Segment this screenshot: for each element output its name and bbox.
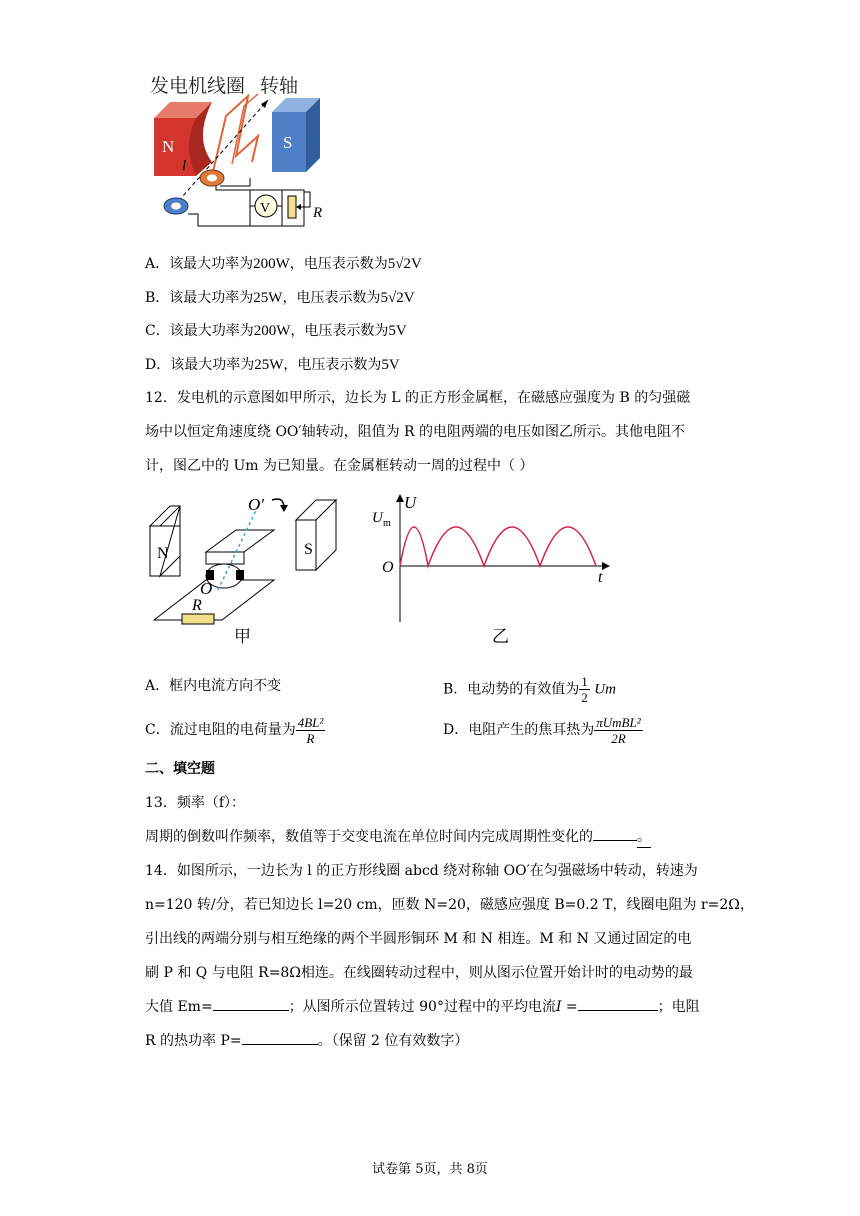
q12-line-3: 计，图乙中的 Um 为已知量。在金属框转动一周的过程中（ ） — [145, 458, 534, 474]
page-footer: 试卷第 5页，共 8页 — [372, 1162, 488, 1177]
q12-option-d: D．电阻产生的焦耳热为 $\frac{\text{πUmBL²}}{2R}$ — [443, 714, 641, 746]
jia-caption: 甲 — [234, 627, 251, 646]
q14-line-1: 14．如图所示，一边长为 l 的正方形线圈 abcd 绕对称轴 OO′在匀强磁场中转动，转速为 — [145, 863, 698, 879]
yi-t-axis-label: t — [598, 569, 603, 586]
q12-option-c: C．流过电阻的电荷量为 $\frac{\text{4BL²}}{R}$ — [145, 714, 324, 746]
power-answer-blank[interactable] — [242, 1044, 318, 1045]
coil-label: 发电机线圈 — [150, 76, 246, 97]
axis-label: 转轴 — [260, 76, 299, 97]
em-answer-blank[interactable] — [213, 1010, 289, 1011]
jia-n-label: N — [157, 545, 169, 562]
q12-line-2: 场中以恒定角速度绕 OO′轴转动，阻值为 R 的电阻两端的电压如图乙所示。其他电阻不 — [145, 424, 686, 440]
q14-line-4: 刷 P 和 Q 与电阻 R=8Ω相连。在线圈转动过程中，则从图示位置开始计时的电动势的最 — [145, 965, 693, 981]
section-title: 二、填空题 — [145, 761, 215, 777]
figure-yi — [366, 490, 616, 650]
q12-option-a: A．框内电流方向不变 — [145, 678, 282, 694]
q13-answer-blank[interactable] — [593, 840, 637, 841]
q14-line-2: n=120 转/分，若已知边长 l=20 cm，匝数 N=20，磁感应强度 B=0.2 T，线圈电阻为 r=2Ω， — [145, 897, 754, 913]
jia-o-prime-label: O′ — [248, 495, 264, 514]
generator-figure — [140, 66, 350, 236]
s-pole-label: S — [283, 133, 293, 152]
q11-option-c: C．该最大功率为200W，电压表示数为5V — [145, 323, 407, 339]
q12-line-1: 12．发电机的示意图如甲所示，边长为 L 的正方形金属框，在磁感应强度为 B 的匀强磁 — [145, 390, 691, 406]
q12-option-b: B．电动势的有效值为 $\frac{1}{2}$ Um — [443, 674, 616, 705]
q14-line-5: 大值 Em= ；从图所示位置转过 90°过程中的平均电流I = ；电阻 — [145, 999, 700, 1015]
q11-option-a: A．该最大功率为200W，电压表示数为5√2V — [145, 256, 422, 272]
yi-origin-label: O — [382, 559, 394, 576]
yi-u-axis-label: U — [404, 493, 417, 512]
q14-line-3: 引出线的两端分别与相互绝缘的两个半圆形铜环 M 和 N 相连。M 和 N 又通过固定的电 — [145, 931, 692, 947]
q11-option-b: B．该最大功率为25W，电压表示数为5√2V — [145, 290, 415, 306]
yi-caption: 乙 — [492, 627, 509, 646]
jia-r-label: R — [192, 597, 202, 614]
jia-s-label: S — [304, 541, 313, 558]
resistor-label: R — [313, 205, 323, 221]
q14-line-6: R 的热功率 P= 。（保留 2 位有效数字） — [145, 1033, 469, 1049]
voltmeter-label: V — [260, 201, 271, 216]
avg-current-answer-blank[interactable] — [578, 1010, 658, 1011]
jia-o-label: O — [200, 579, 213, 598]
yi-um-label: U — [372, 510, 383, 526]
figure-jia — [146, 490, 356, 650]
yi-um-sub: m — [383, 518, 391, 529]
l-label: l — [182, 158, 187, 174]
q13-body: 周期的倒数叫作频率，数值等于交变电流在单位时间内完成周期性变化的 。 — [145, 827, 651, 848]
n-pole-label: N — [162, 137, 175, 156]
q11-option-d: D．该最大功率为25W，电压表示数为5V — [145, 357, 400, 373]
q13-title: 13．频率（f）： — [145, 795, 245, 811]
voltage-curve — [400, 527, 596, 566]
